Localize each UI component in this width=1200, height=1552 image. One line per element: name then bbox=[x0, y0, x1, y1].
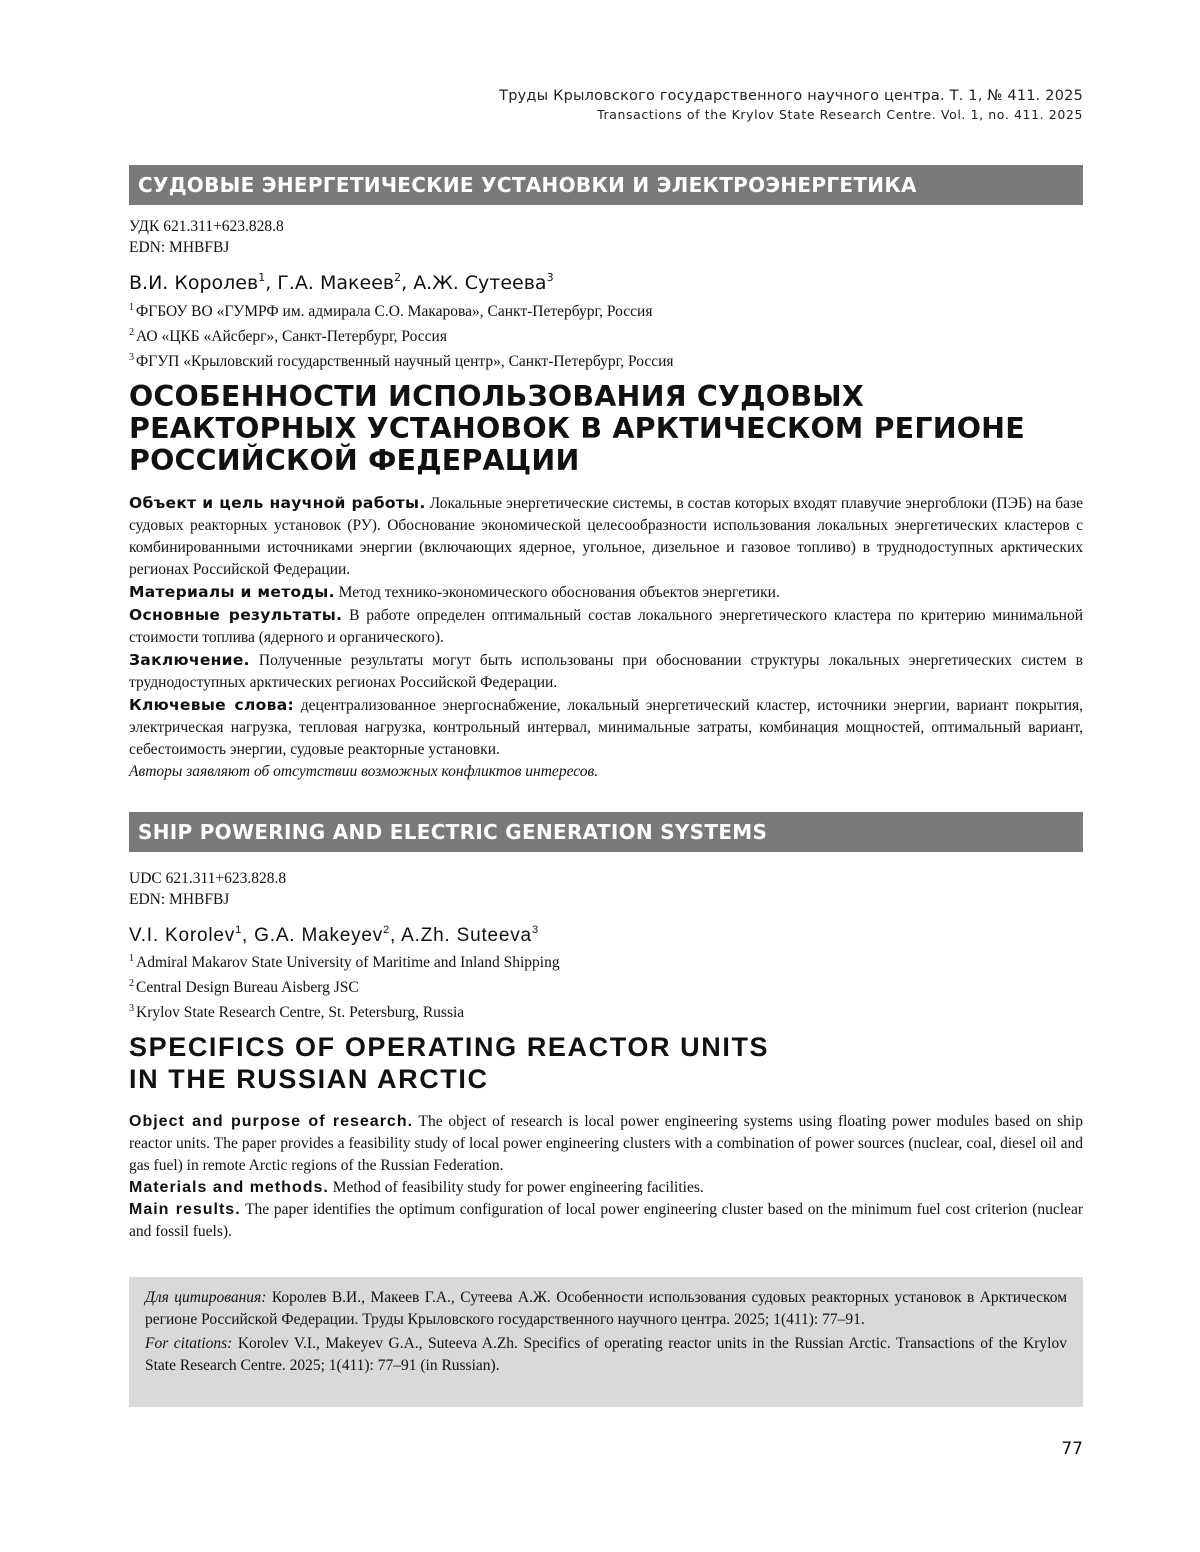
affiliation-text: ФГБОУ ВО «ГУМРФ им. адмирала С.О. Макарова», Санкт-Петербург, Россия bbox=[136, 303, 653, 320]
abstract-text: Полученные результаты могут быть использованы при обосновании структуры локальных энергетических систем в труднодоступных арктических регионах Российской Федерации. bbox=[129, 652, 1083, 691]
abstract-paragraph bbox=[129, 1199, 1083, 1243]
abstract-ru bbox=[129, 492, 1083, 783]
abstract-label: Ключевые слова: bbox=[129, 696, 295, 714]
abstract-paragraph bbox=[129, 649, 1083, 694]
page-number: 77 bbox=[1061, 1439, 1083, 1459]
abstract-paragraph bbox=[129, 581, 1083, 604]
citation-en bbox=[145, 1333, 1067, 1377]
udc-block-en bbox=[129, 868, 286, 910]
edn-code: EDN: MHBFBJ bbox=[129, 239, 230, 256]
author-name: G.A. Makeyev bbox=[254, 925, 384, 946]
citation-text: Королев В.И., Макеев Г.А., Сутеева А.Ж. Особенности использования судовых реакторных установок в Арктическом регионе Российской Федерации. Труды Крыловского государственного научного центра. 2025; 1(411): 77–91. bbox=[145, 1289, 1067, 1328]
citation-label: For citations: bbox=[145, 1335, 233, 1352]
abstract-text: Method of feasibility study for power engineering facilities. bbox=[328, 1179, 704, 1196]
abstract-text: The paper identifies the optimum configuration of local power engineering cluster based on the minimum fuel cost criterion (nuclear and fossil fuels). bbox=[129, 1201, 1083, 1240]
author-sep: , bbox=[265, 272, 278, 294]
affiliation bbox=[129, 973, 560, 998]
title-line: IN THE RUSSIAN ARCTIC bbox=[129, 1064, 489, 1094]
affiliation-number: 1 bbox=[129, 953, 134, 964]
affiliation-number: 3 bbox=[129, 1003, 134, 1014]
abstract-en bbox=[129, 1111, 1083, 1243]
title-line: ОСОБЕННОСТИ ИСПОЛЬЗОВАНИЯ СУДОВЫХ bbox=[129, 380, 865, 413]
article-title-ru bbox=[129, 381, 1025, 477]
affiliation-number: 2 bbox=[129, 327, 134, 338]
abstract-text: The object of research is local power engineering systems using floating power modules based on ship reactor units. The paper provides a feasibility study of local power engineering clusters with a combination of power sources (nuclear, coal, diesel oil and gas fuel) in remote Arctic regions of the Russian Federation. bbox=[129, 1113, 1083, 1174]
affiliation-text: Krylov State Research Centre, St. Petersburg, Russia bbox=[136, 1004, 465, 1021]
authors-en bbox=[129, 924, 539, 947]
affiliation-number: 3 bbox=[129, 352, 134, 363]
title-line: РЕАКТОРНЫХ УСТАНОВОК В АРКТИЧЕСКОМ РЕГИОНЕ bbox=[129, 412, 1025, 445]
abstract-label: Object and purpose of research. bbox=[129, 1113, 414, 1130]
author-name: V.I. Korolev bbox=[129, 925, 236, 946]
affiliation-text: ФГУП «Крыловский государственный научный центр», Санкт-Петербург, Россия bbox=[136, 353, 674, 370]
abstract-text: В работе определен оптимальный состав локального энергетического кластера по критерию минимальной стоимости топлива (ядерного и органического). bbox=[129, 607, 1083, 646]
affiliations-en bbox=[129, 948, 560, 1023]
section-banner-en: SHIP POWERING AND ELECTRIC GENERATION SYSTEMS bbox=[129, 812, 1083, 852]
udk-code: УДК 621.311+623.828.8 bbox=[129, 218, 284, 235]
abstract-label: Материалы и методы. bbox=[129, 583, 335, 601]
author-sup: 1 bbox=[258, 271, 266, 284]
citation-ru bbox=[145, 1287, 1067, 1331]
author-name: В.И. Королев bbox=[129, 272, 259, 294]
title-line: РОССИЙСКОЙ ФЕДЕРАЦИИ bbox=[129, 444, 580, 477]
abstract-paragraph bbox=[129, 1177, 1083, 1199]
affiliation-text: Admiral Makarov State University of Maritime and Inland Shipping bbox=[136, 954, 560, 971]
affiliations-ru bbox=[129, 297, 674, 372]
journal-header-ru: Труды Крыловского государственного научного центра. Т. 1, № 411. 2025 bbox=[499, 88, 1083, 104]
abstract-paragraph bbox=[129, 604, 1083, 649]
abstract-label: Основные результаты. bbox=[129, 606, 343, 624]
affiliation bbox=[129, 998, 560, 1023]
author-name: А.Ж. Сутеева bbox=[413, 272, 547, 294]
title-line: SPECIFICS OF OPERATING REACTOR UNITS bbox=[129, 1032, 770, 1062]
conflict-of-interest-note: Авторы заявляют об отсутствии возможных конфликтов интересов. bbox=[129, 763, 599, 780]
udk-block-ru bbox=[129, 216, 284, 258]
author-sep: , bbox=[242, 925, 255, 946]
author-sep: , bbox=[401, 272, 414, 294]
affiliation bbox=[129, 322, 674, 347]
section-banner-ru: СУДОВЫЕ ЭНЕРГЕТИЧЕСКИЕ УСТАНОВКИ И ЭЛЕКТРОЭНЕРГЕТИКА bbox=[129, 165, 1083, 205]
affiliation-number: 2 bbox=[129, 978, 134, 989]
author-sup: 3 bbox=[531, 924, 539, 936]
abstract-label: Объект и цель научной работы. bbox=[129, 494, 426, 512]
affiliation bbox=[129, 297, 674, 322]
citation-label: Для цитирования: bbox=[145, 1289, 267, 1306]
abstract-paragraph bbox=[129, 694, 1083, 761]
abstract-label: Заключение. bbox=[129, 651, 250, 669]
abstract-text: Метод технико-экономического обоснования объектов энергетики. bbox=[334, 584, 780, 601]
author-sep: , bbox=[390, 925, 402, 946]
udc-code: UDC 621.311+623.828.8 bbox=[129, 870, 287, 887]
author-sup: 1 bbox=[235, 924, 242, 936]
citation-box bbox=[129, 1277, 1083, 1407]
affiliation-text: Central Design Bureau Aisberg JSC bbox=[136, 979, 359, 996]
affiliation-text: АО «ЦКБ «Айсберг», Санкт-Петербург, Россия bbox=[136, 328, 447, 345]
citation-text: Korolev V.I., Makeyev G.A., Suteeva A.Zh. Specifics of operating reactor units in the Russian Arctic. Transactions of the Krylov State Research Centre. 2025; 1(411): 77–91 (in Russian). bbox=[145, 1335, 1067, 1374]
article-title-en bbox=[129, 1031, 769, 1095]
affiliation bbox=[129, 347, 674, 372]
author-sup: 3 bbox=[546, 271, 554, 284]
abstract-label: Main results. bbox=[129, 1201, 241, 1218]
author-name: A.Zh. Suteeva bbox=[401, 925, 532, 946]
author-sup: 2 bbox=[394, 271, 402, 284]
affiliation bbox=[129, 948, 560, 973]
journal-header-en: Transactions of the Krylov State Research Centre. Vol. 1, no. 411. 2025 bbox=[597, 107, 1083, 122]
abstract-paragraph bbox=[129, 1111, 1083, 1177]
authors-ru bbox=[129, 271, 554, 294]
affiliation-number: 1 bbox=[129, 302, 134, 313]
author-sup: 2 bbox=[383, 924, 391, 936]
abstract-text: децентрализованное энергоснабжение, локальный энергетический кластер, источники энергии, вариант покрытия, электрическая нагрузка, тепловая нагрузка, контрольный интервал, минимальные затраты, комбинация мощностей, оптимальный вариант, себестоимость энергии, судовые реакторные установки. bbox=[129, 697, 1084, 758]
author-name: Г.А. Макеев bbox=[277, 272, 395, 294]
abstract-text: Локальные энергетические системы, в состав которых входят плавучие энергоблоки (ПЭБ) на базе судовых реакторных установок (РУ). Обоснование экономической целесообразности использования локальных энергетических кластеров с комбинированными источниками энергии (включающих ядерное, угольное, дизельное и газовое топливо) в труднодоступных арктических регионах Российской Федерации. bbox=[129, 495, 1083, 578]
edn-code: EDN: MHBFBJ bbox=[129, 891, 230, 908]
abstract-paragraph bbox=[129, 492, 1083, 581]
abstract-label: Materials and methods. bbox=[129, 1179, 329, 1196]
